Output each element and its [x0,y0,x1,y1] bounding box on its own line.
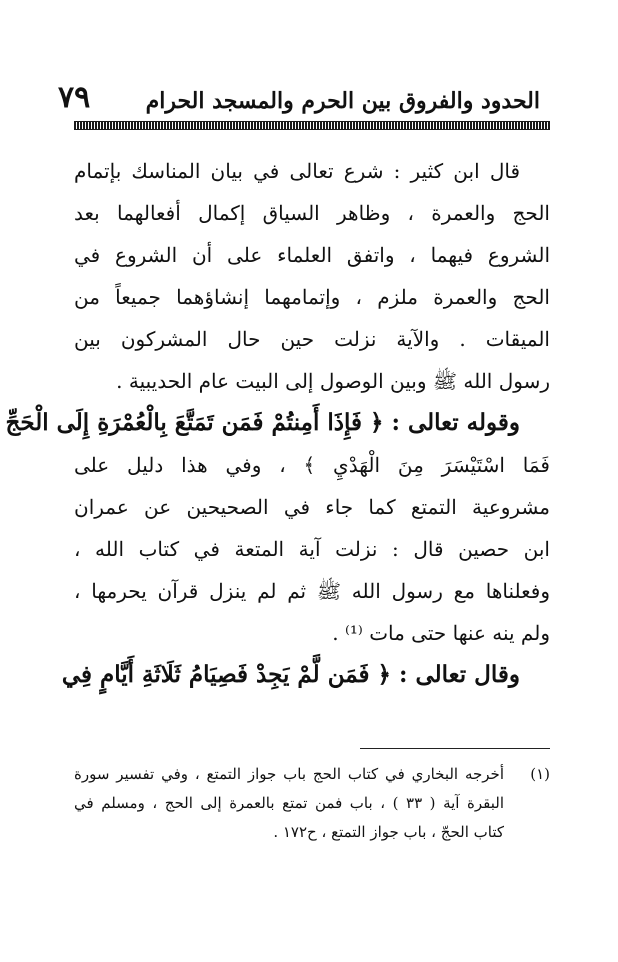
body-line: ابن حصين قال : نزلت آية المتعة في كتاب الله ، [74,537,550,561]
body-line: وفعلناها مع رسول الله ﷺ ثم لم ينزل قرآن يحرمها ، [74,579,550,603]
footnote-text: أخرجه البخاري في كتاب الحج باب جواز التمتع ، وفي تفسير سورة [74,765,504,783]
footnote-line: البقرة آية ( ٣٣ ) ، باب فمن تمتع بالعمرة إلى الحج ، ومسلم في [74,794,505,812]
body-line: مشروعية التمتع كما جاء في الصحيحين عن عمران [74,495,550,519]
footnotes [74,760,550,847]
quran-verse-line: وقال تعالى : ﴿ فَمَن لَّمْ يَجِدْ فَصِيَامُ ثَلَاثَةِ أَيَّامٍ فِي [61,661,520,688]
quran-verse-line: فَمَا اسْتَيْسَرَ مِنَ الْهَدْيِ ﴾ ، وفي هذا دليل على [74,453,550,477]
body-line: ولم ينه عنها حتى مات ⁽¹⁾ . [332,621,550,645]
body-line: الشروع فيهما ، واتفق العلماء على أن الشروع في [74,243,550,267]
quran-verse-line: وقوله تعالى : ﴿ فَإِذَا أَمِنتُمْ فَمَن تَمَتَّعَ بِالْعُمْرَةِ إِلَى الْحَجِّ [5,409,520,436]
body-line: الميقات . والآية نزلت حين حال المشركون بين [74,327,550,351]
footnote-line: كتاب الحجّ ، باب جواز التمتع ، ح١٧٢ . [273,823,504,841]
footnote-separator [360,748,550,749]
header-rule [74,121,550,130]
body-line: قال ابن كثير : شرع تعالى في بيان المناسك بإتمام [74,159,520,183]
body-line: الحج والعمرة ، وظاهر السياق إكمال أفعالهما بعد [74,201,550,225]
page-number: ٧٩ [58,80,91,115]
footnote-line [74,760,550,789]
running-title: الحدود والفروق بين الحرم والمسجد الحرام [145,88,540,114]
body-text [5,150,550,696]
body-line: رسول الله ﷺ وبين الوصول إلى البيت عام الحديبية . [116,369,550,393]
footnote-number: (١) [530,765,550,783]
body-line: الحج والعمرة ملزم ، وإتمامهما إنشاؤهما جميعاً من [74,285,550,309]
